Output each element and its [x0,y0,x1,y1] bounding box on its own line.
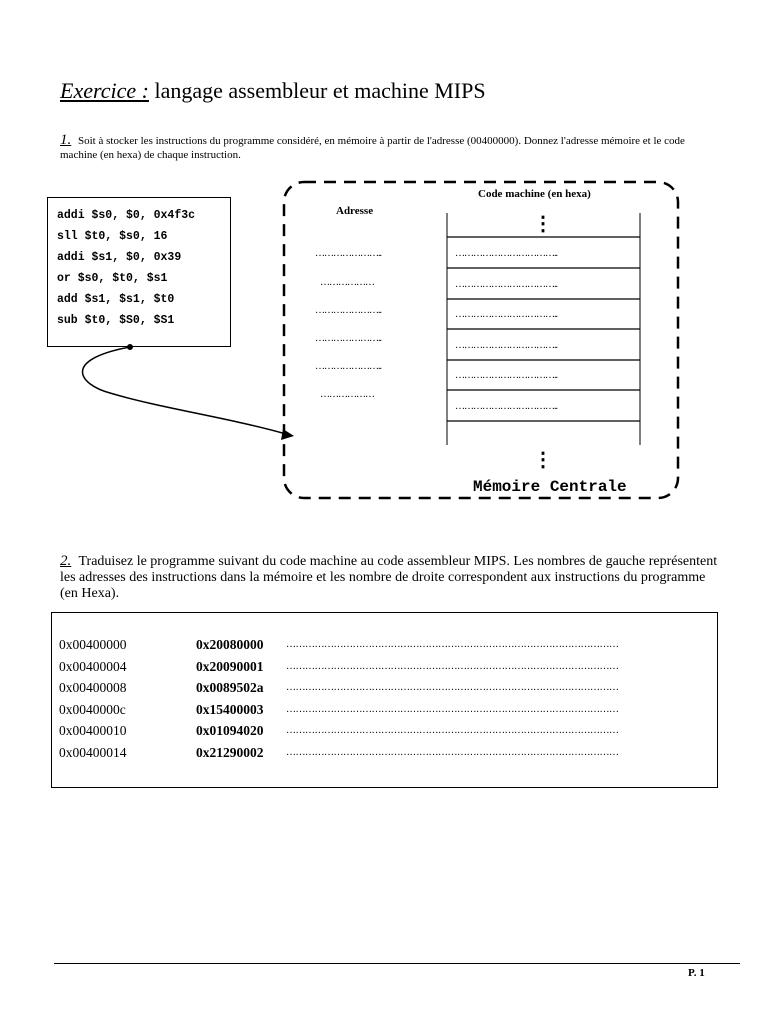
machine-code-table [51,612,718,788]
instruction-address: 0x00400008 [59,680,127,695]
memory-code-cell[interactable]: …………………………….. [455,401,557,412]
footer-divider [54,963,740,964]
instruction-code: 0x01094020 [196,723,264,738]
instruction-code: 0x0089502a [196,680,264,695]
program-line: addi $s0, $0, 0x4f3c [57,209,196,222]
page-number: P. 1 [688,967,705,979]
section-2-instructions [60,553,720,602]
title-text: langage assembleur et machine MIPS [154,78,486,103]
answer-blank[interactable]: …………………………………………………………………………………………… [286,725,619,736]
answer-blank[interactable]: …………………………………………………………………………………………… [286,661,619,672]
program-line: sub $t0, $S0, $S1 [57,314,175,327]
address-blank[interactable]: ……………… [320,277,374,288]
instruction-address: 0x00400010 [59,723,127,738]
arrow-head [281,429,294,440]
exercise-label: Exercice : [60,78,149,103]
section-1-text: Soit à stocker les instructions du programme considéré, en mémoire à partir de l'adresse (00400000). Donnez l'adresse mémoire et le code machine (en hexa) de chaque instruction. [60,135,685,161]
answer-blank[interactable]: …………………………………………………………………………………………… [286,704,619,715]
instruction-code: 0x21290002 [196,745,264,760]
program-line: or $s0, $t0, $s1 [57,272,168,285]
section-2-text: Traduisez le programme suivant du code machine au code assembleur MIPS. Les nombres de gauche représentent les adresses des instructions dans la mémoire et les nombre de droite correspondent aux instructions du programme (en Hexa). [60,554,718,601]
program-line: sll $t0, $s0, 16 [57,230,168,243]
answer-blank[interactable]: …………………………………………………………………………………………… [286,747,619,758]
curved-arrow [83,347,287,434]
memory-code-cell[interactable]: …………………………….. [455,248,557,259]
address-blank[interactable]: ………………….. [315,333,381,344]
instruction-code: 0x15400003 [196,702,264,717]
section-2-number: 2. [60,553,72,569]
memory-code-cell[interactable]: …………………………….. [455,279,557,290]
instruction-address: 0x00400014 [59,745,127,760]
memory-title: Mémoire Centrale [473,478,627,496]
memory-code-cell[interactable]: …………………………….. [455,370,557,381]
instruction-code: 0x20090001 [196,659,264,674]
address-blank[interactable]: ………………….. [315,248,381,259]
address-blank[interactable]: ………………….. [315,305,381,316]
program-line: add $s1, $s1, $t0 [57,293,175,306]
memory-code-cell[interactable]: …………………………….. [455,340,557,351]
instruction-address: 0x00400004 [59,659,127,674]
address-column-label: Adresse [336,205,374,217]
instruction-code: 0x20080000 [196,637,264,652]
memory-top-ellipsis: ⋮ [533,213,553,235]
instruction-address: 0x0040000c [59,702,126,717]
memory-bottom-ellipsis: ⋮ [533,449,553,471]
section-1-number: 1. [60,132,72,148]
program-line: addi $s1, $0, 0x39 [57,251,182,264]
code-column-label: Code machine (en hexa) [478,188,591,200]
memory-code-cell[interactable]: …………………………….. [455,309,557,320]
address-blank[interactable]: ……………… [320,389,374,400]
address-blank[interactable]: ………………….. [315,361,381,372]
instruction-address: 0x00400000 [59,637,127,652]
answer-blank[interactable]: …………………………………………………………………………………………… [286,682,619,693]
answer-blank[interactable]: …………………………………………………………………………………………… [286,639,619,650]
